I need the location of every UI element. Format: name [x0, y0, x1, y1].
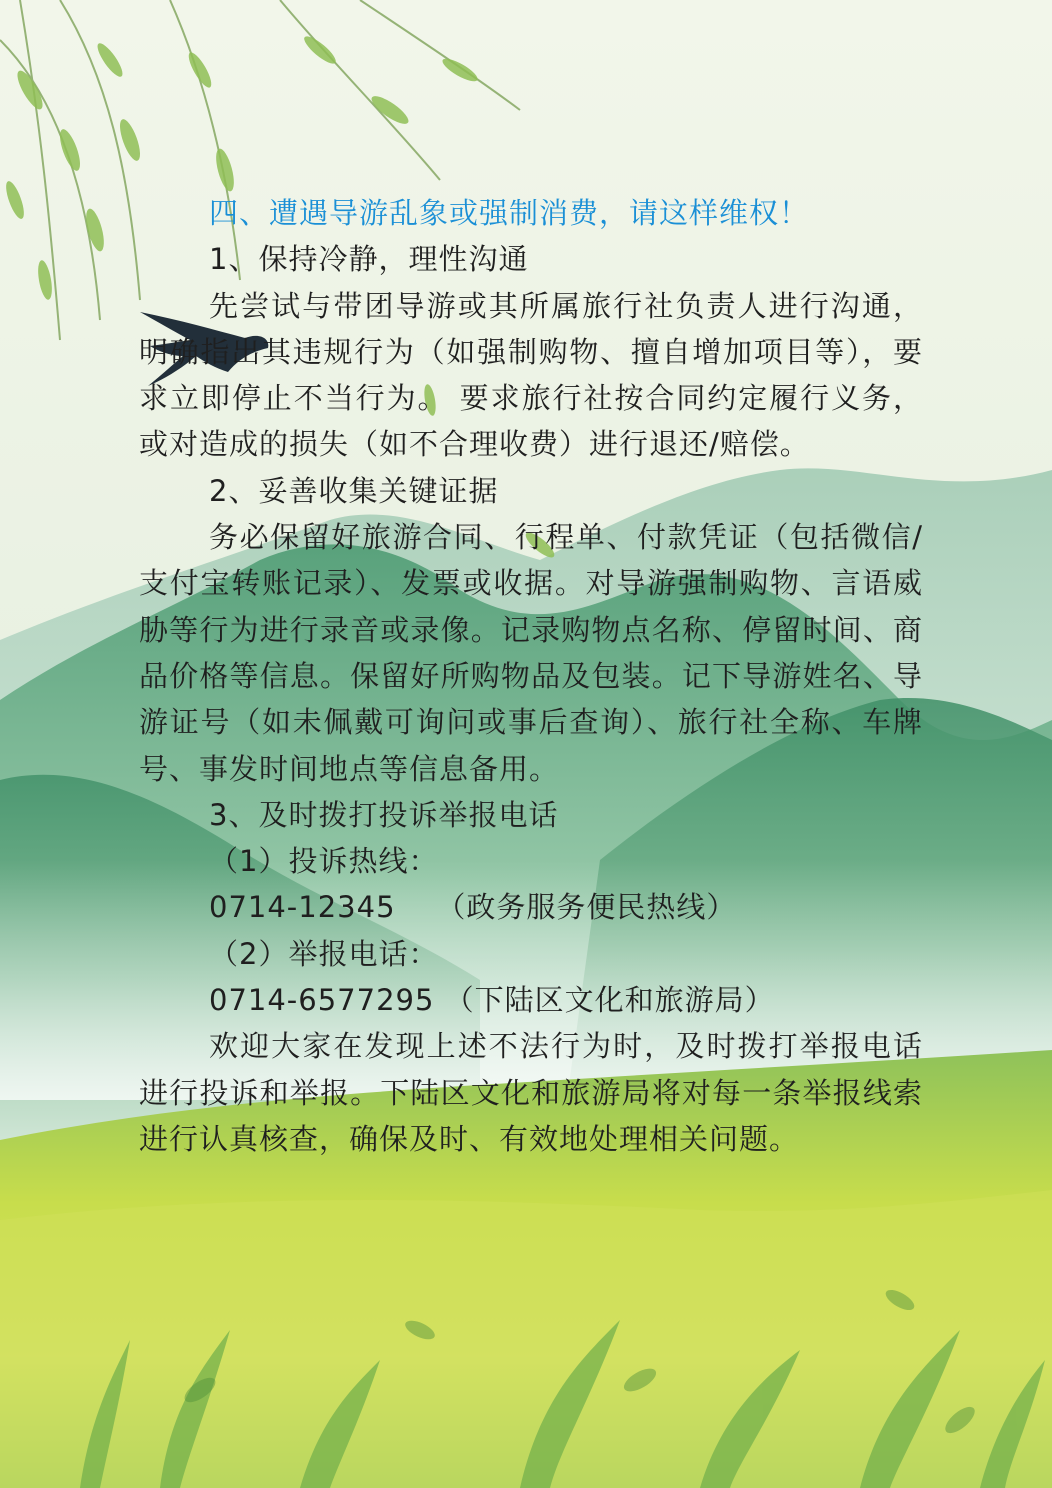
report-phone-number[interactable]: 0714-6577295: [209, 983, 435, 1018]
report-phone-label: （2）举报电话：: [209, 936, 439, 971]
article-body: [139, 190, 923, 1162]
report-phone-row: [139, 977, 923, 1023]
closing-paragraph: 欢迎大家在发现上述不法行为时，及时拨打举报电话进行投诉和举报。下陆区文化和旅游局将对每一条举报线索进行认真核查，确保及时、有效地处理相关问题。: [139, 1029, 923, 1156]
section-title-1: 1、保持冷静，理性沟通: [209, 242, 529, 277]
complaint-hotline-number[interactable]: 0714-12345: [209, 890, 396, 925]
section-body-1: 先尝试与带团导游或其所属旅行社负责人进行沟通，明确指出其违规行为（如强制购物、擅自增加项目等），要求立即停止不当行为。 要求旅行社按合同约定履行义务，或对造成的损失（如不合理收费）进行退还/赔偿。: [139, 288, 923, 462]
article-heading: 四、遭遇导游乱象或强制消费，请这样维权！: [209, 196, 810, 230]
section-body-2: 务必保留好旅游合同、行程单、付款凭证（包括微信/支付宝转账记录）、发票或收据。对导游强制购物、言语威胁等行为进行录音或录像。记录购物点名称、停留时间、商品价格等信息。保留好所购物品及包装。记下导游姓名、导游证号（如未佩戴可询问或事后查询）、旅行社全称、车牌号、事发时间地点等信息备用。: [139, 520, 923, 786]
section-title-2: 2、妥善收集关键证据: [209, 473, 499, 508]
complaint-hotline-label: （1）投诉热线：: [209, 844, 439, 879]
complaint-hotline-row: [139, 884, 923, 930]
section-title-3: 3、及时拨打投诉举报电话: [209, 797, 559, 832]
report-phone-note: （下陆区文化和旅游局）: [444, 983, 775, 1018]
complaint-hotline-note: （政务服务便民热线）: [436, 890, 737, 925]
